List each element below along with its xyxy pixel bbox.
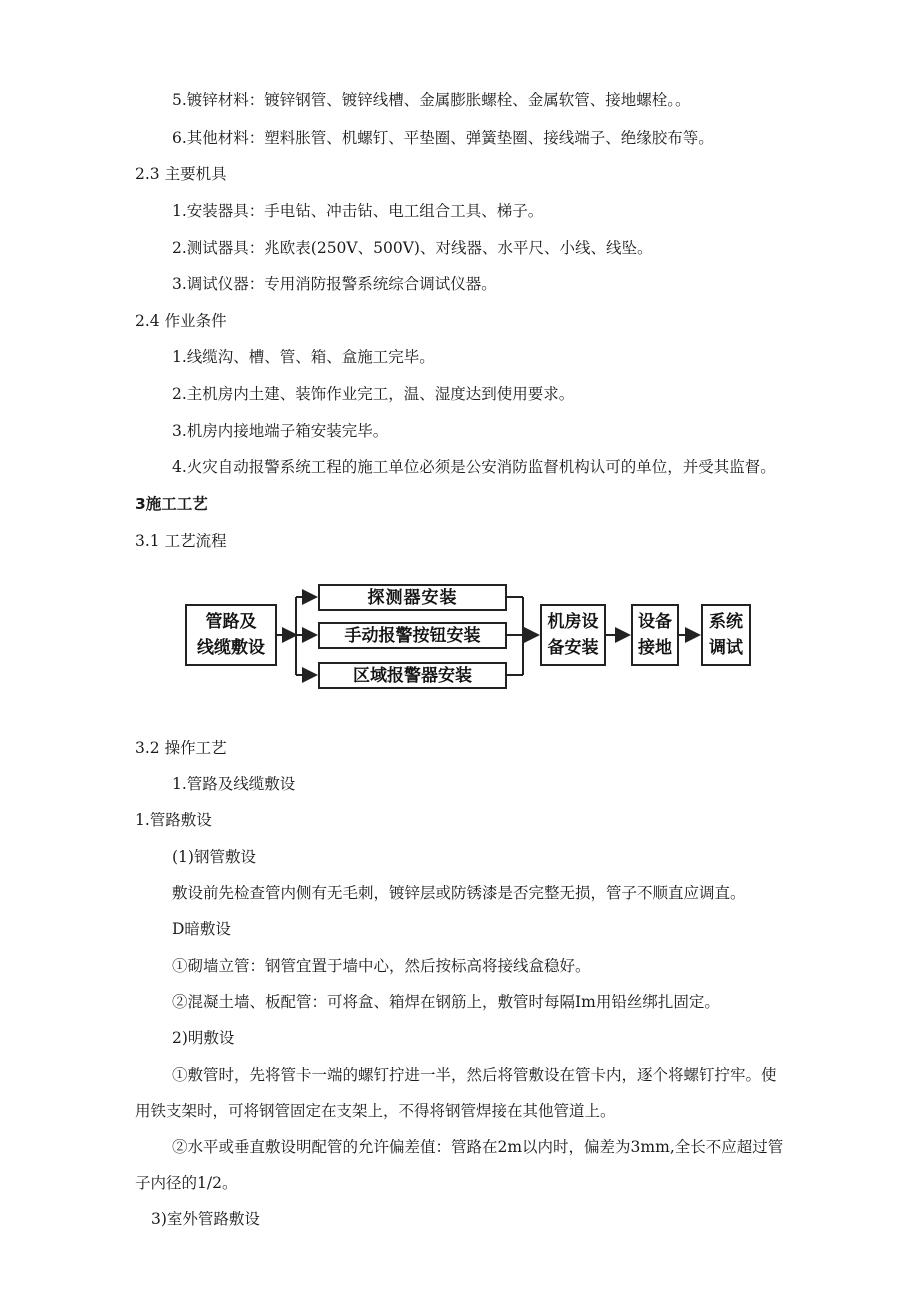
flow-box-manual-alarm: 手动报警按钮安装 xyxy=(318,622,507,649)
material-item-other: 6.其他材料：塑料胀管、机螺钉、平垫圈、弹簧垫圈、接线端子、绝缘胶布等。 xyxy=(172,129,714,147)
condition-item-4: 4.火灾自动报警系统工程的施工单位必须是公安消防监督机构认可的单位，并受其监督。 xyxy=(172,458,776,476)
paragraph-deviation-line1: ②水平或垂直敷设明配管的允许偏差值：管路在2m以内时，偏差为3mm,全长不应超过管 xyxy=(172,1138,784,1156)
condition-item-1: 1.线缆沟、槽、管、箱、盒施工完毕。 xyxy=(172,348,435,366)
flow-box-zone-alarm: 区域报警器安装 xyxy=(318,662,507,689)
condition-item-3: 3.机房内接地端子箱安装完毕。 xyxy=(172,422,389,440)
paragraph-clamp-line1: ①敷管时，先将管卡一端的螺钉拧进一半，然后将管敷设在管卡内，逐个将螺钉拧牢。使 xyxy=(172,1066,777,1084)
flow-box-room-equipment: 机房设 备安装 xyxy=(540,604,606,666)
flow-box-detector: 探测器安装 xyxy=(318,584,507,611)
section-heading-tools: 2.3 主要机具 xyxy=(135,165,227,183)
paragraph-concrete: ②混凝土墙、板配管：可将盒、箱焊在钢筋上，敷管时每隔Im用铅丝绑扎固定。 xyxy=(172,993,720,1011)
paragraph-wall-riser: ①砌墙立管：钢管宜置于墙中心，然后按标高将接线盒稳好。 xyxy=(172,957,591,975)
flow-box-debugging: 系统 调试 xyxy=(701,604,751,666)
subheading-exposed: 2)明敷设 xyxy=(172,1029,235,1047)
operation-item-1: 1.管路及线缆敷设 xyxy=(172,775,296,793)
flow-box-pipeline: 管路及 线缆敷设 xyxy=(185,604,277,666)
tool-item-test: 2.测试器具：兆欧表(250V、500V)、对线器、水平尺、小线、线坠。 xyxy=(172,239,653,257)
condition-item-2: 2.主机房内土建、装饰作业完工，温、湿度达到使用要求。 xyxy=(172,385,575,403)
process-flow-diagram xyxy=(185,578,755,696)
section-heading-conditions: 2.4 作业条件 xyxy=(135,312,227,330)
subheading-concealed: D暗敷设 xyxy=(172,920,231,938)
subheading-steel-pipe: (1)钢管敷设 xyxy=(172,848,256,866)
material-item-galvanized: 5.镀锌材料：镀锌钢管、镀锌线槽、金属膨胀螺栓、金属软管、接地螺栓。。 xyxy=(172,91,691,109)
chapter-heading-process: 3施工工艺 xyxy=(135,495,208,513)
paragraph-clamp-line2: 用铁支架时，可将钢管固定在支架上，不得将钢管焊接在其他管道上。 xyxy=(135,1102,616,1120)
subheading-pipe-laying: 1.管路敷设 xyxy=(135,811,212,829)
tool-item-debug: 3.调试仪器：专用消防报警系统综合调试仪器。 xyxy=(172,275,497,293)
subheading-outdoor: 3)室外管路敷设 xyxy=(151,1210,260,1228)
tool-item-install: 1.安装器具：手电钻、冲击钻、电工组合工具、梯子。 xyxy=(172,202,544,220)
paragraph-deviation-line2: 子内径的1/2。 xyxy=(135,1174,238,1192)
section-heading-operation: 3.2 操作工艺 xyxy=(135,739,227,757)
paragraph-inspection: 敷设前先检查管内侧有无毛刺，镀锌层或防锈漆是否完整无损，管子不顺直应调直。 xyxy=(172,884,746,902)
section-heading-flow: 3.1 工艺流程 xyxy=(135,532,227,550)
flow-box-grounding: 设备 接地 xyxy=(631,604,679,666)
